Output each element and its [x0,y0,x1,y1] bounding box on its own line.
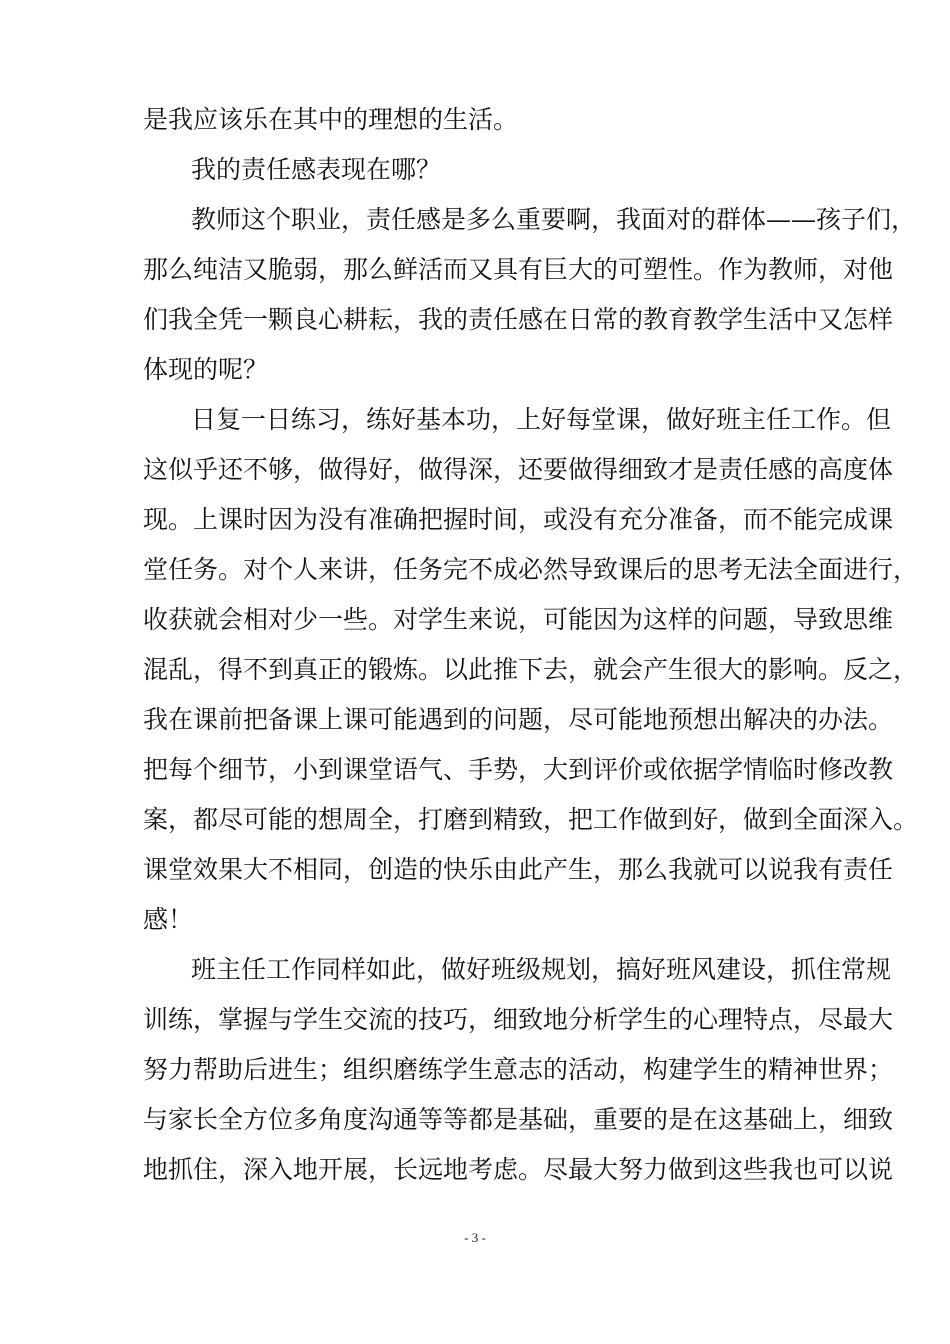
text-line: 地抓住，深入地开展，长远地考虑。尽最大努力做到这些我也可以说 [143,1155,894,1184]
text-line: 教师这个职业，责任感是多么重要啊，我面对的群体——孩子们， [191,205,917,234]
text-line: 与家长全方位多角度沟通等等都是基础，重要的是在这基础上，细致 [143,1105,894,1134]
page-number: - 3 - [464,1230,486,1245]
text-line: 我在课前把备课上课可能遇到的问题，尽可能地预想出解决的办法。 [143,705,894,734]
text-line: 体现的呢？ [143,355,269,384]
text-line: 课堂效果大不相同，创造的快乐由此产生，那么我就可以说我有责任 [143,855,894,884]
text-line: 混乱，得不到真正的锻炼。以此推下去，就会产生很大的影响。反之， [143,655,919,684]
text-line: 那么纯洁又脆弱，那么鲜活而又具有巨大的可塑性。作为教师，对他 [143,255,894,284]
text-line: 班主任工作同样如此，做好班级规划，搞好班风建设，抓住常规 [191,955,892,984]
text-line: 日复一日练习，练好基本功，上好每堂课，做好班主任工作。但 [191,405,892,434]
text-line: 收获就会相对少一些。对学生来说，可能因为这样的问题，导致思维 [143,605,894,634]
text-line: 堂任务。对个人来讲，任务完不成必然导致课后的思考无法全面进行， [143,555,919,584]
text-line: 我的责任感表现在哪？ [191,155,442,184]
text-line: 案，都尽可能的想周全，打磨到精致，把工作做到好，做到全面深入。 [143,805,919,834]
text-line: 是我应该乐在其中的理想的生活。 [143,105,519,134]
text-line: 把每个细节，小到课堂语气、手势，大到评价或依据学情临时修改教 [143,755,894,784]
text-line: 训练，掌握与学生交流的技巧，细致地分析学生的心理特点，尽最大 [143,1005,894,1034]
text-line: 感！ [143,905,194,934]
text-line: 现。上课时因为没有准确把握时间，或没有充分准备，而不能完成课 [143,505,894,534]
text-line: 努力帮助后进生；组织磨练学生意志的活动，构建学生的精神世界； [143,1055,894,1084]
text-line: 这似乎还不够，做得好，做得深，还要做得细致才是责任感的高度体 [143,455,894,484]
text-line: 们我全凭一颗良心耕耘，我的责任感在日常的教育教学生活中又怎样 [143,305,894,334]
